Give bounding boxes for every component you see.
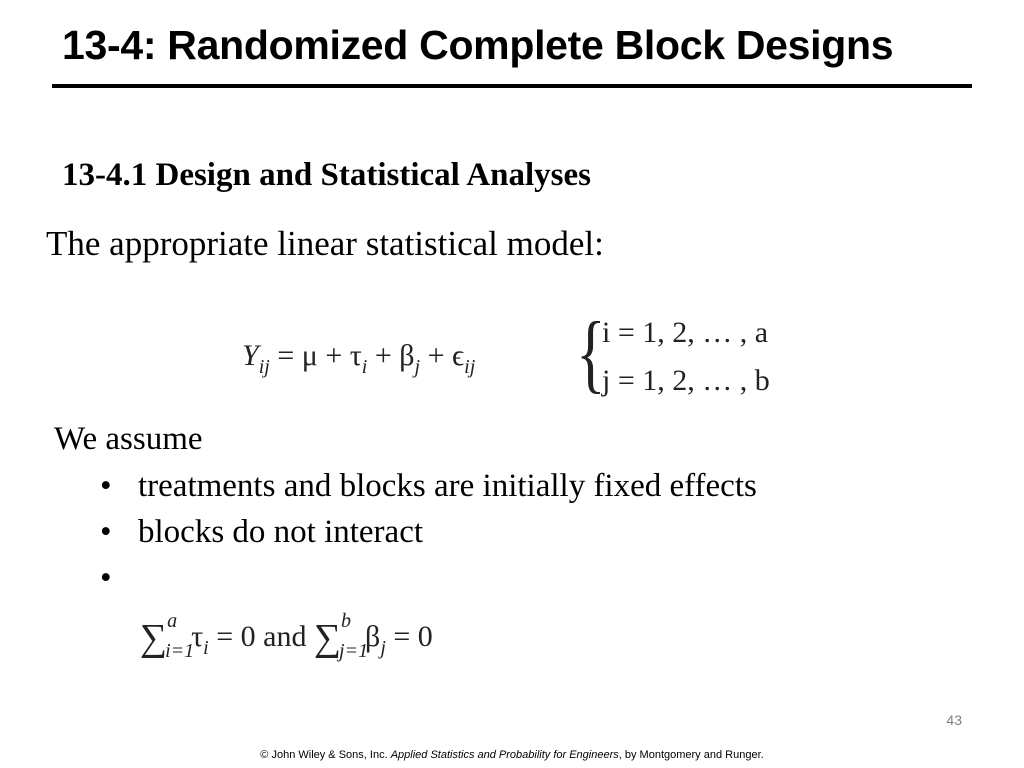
model-equation-lhs: $Y_{ij} = \mu + \tau_i + \beta_j + \epsilon_{ij}$ <box>242 339 476 378</box>
index-range-j: j = 1, 2, … , b <box>602 364 770 397</box>
assumptions-label: We assume <box>54 421 203 457</box>
intro-text: The appropriate linear statistical model: <box>46 224 604 263</box>
bullet-glyph: • <box>100 514 112 550</box>
copyright-footer: © John Wiley & Sons, Inc. Applied Statistics and Probability for Engineers, by Montgomery and Runger. <box>260 749 764 761</box>
list-item: • treatments and blocks are initially fixed effects <box>100 468 757 504</box>
bullet-glyph: • <box>100 560 112 596</box>
list-item <box>100 560 757 606</box>
left-brace: { <box>576 305 606 402</box>
sum-constraint-equation: ∑ a i=1 $\tau_i = 0$ and ∑ b j=1 $\beta_j = 0$ <box>140 610 433 662</box>
model-equation <box>238 306 828 416</box>
slide-title: 13-4: Randomized Complete Block Designs <box>62 22 894 68</box>
bullet-glyph: • <box>100 468 112 504</box>
page-number: 43 <box>946 712 962 728</box>
index-range-i: i = 1, 2, … , a <box>602 316 769 349</box>
assumptions-list <box>100 468 757 606</box>
list-item: • blocks do not interact <box>100 514 424 550</box>
title-underline <box>52 84 972 88</box>
section-heading: 13-4.1 Design and Statistical Analyses <box>62 157 591 193</box>
